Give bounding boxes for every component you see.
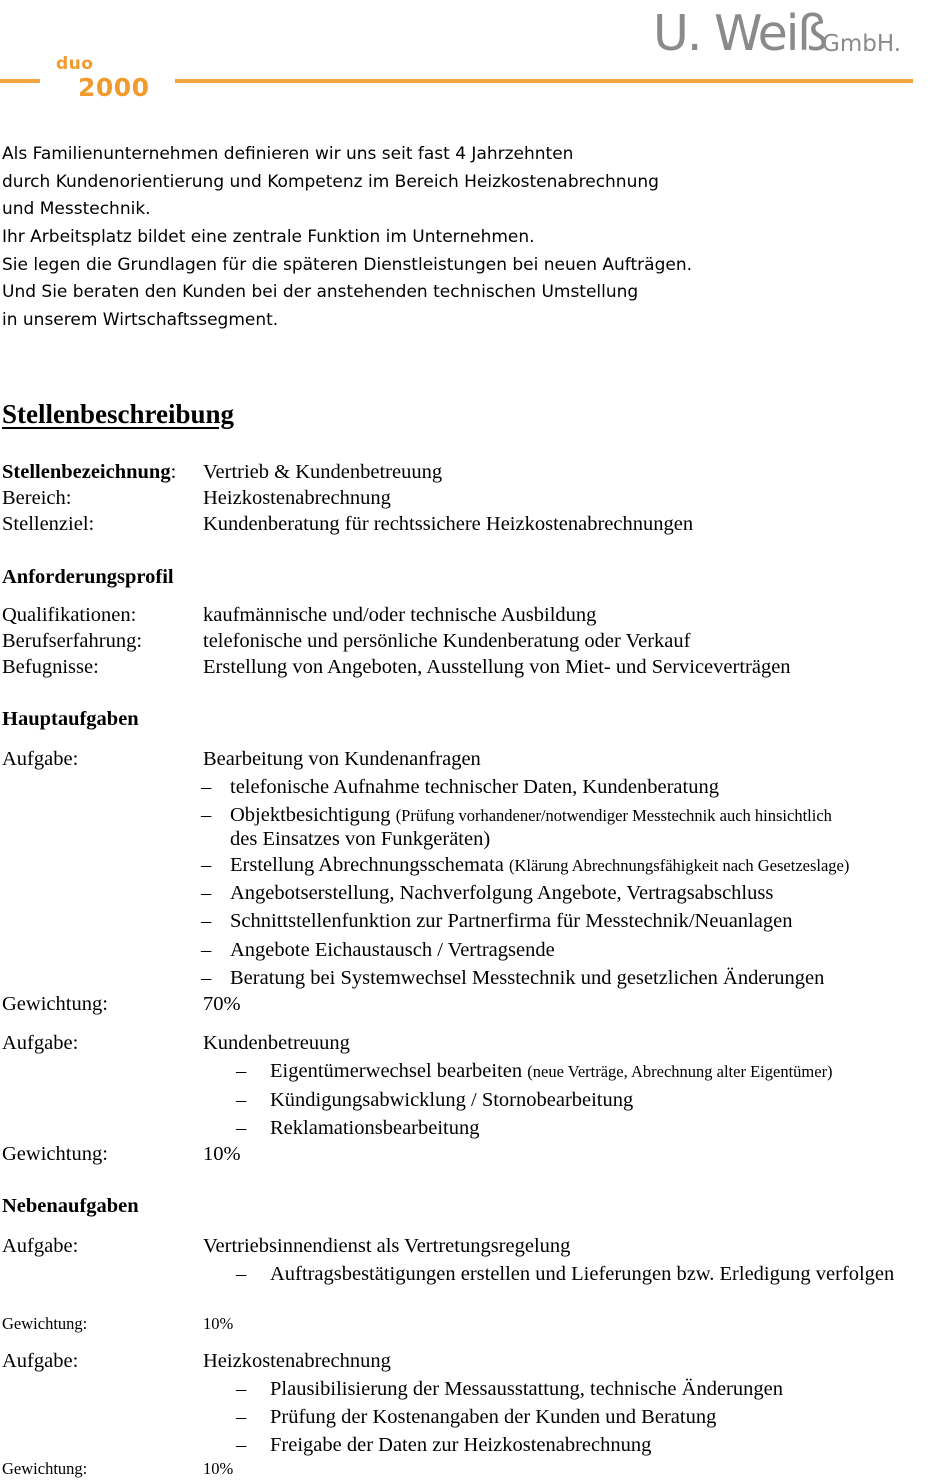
area-value: Heizkostenabrechnung xyxy=(203,487,391,509)
task-label: Aufgabe: xyxy=(2,1235,79,1257)
bullet-dash: – xyxy=(236,1060,247,1082)
duo2000-logo-top: duo xyxy=(56,54,94,74)
intro-line: und Messtechnik. xyxy=(2,199,151,220)
bullet-text: Angebotserstellung, Nachverfolgung Angebote, Vertragsabschluss xyxy=(230,882,774,904)
weight-value: 70% xyxy=(203,993,241,1015)
task-value: Vertriebsinnendienst als Vertretungsregelung xyxy=(203,1235,571,1257)
goal-label: Stellenziel: xyxy=(2,513,95,535)
bullet-dash: – xyxy=(236,1117,247,1139)
goal-value: Kundenberatung für rechtssichere Heizkostenabrechnungen xyxy=(203,513,694,535)
bullet-dash: – xyxy=(201,804,212,826)
task-value: Kundenbetreuung xyxy=(203,1032,350,1054)
profile-heading: Anforderungsprofil xyxy=(2,566,174,588)
bullet-dash: – xyxy=(236,1378,247,1400)
bullet-dash: – xyxy=(236,1434,247,1456)
weiss-logo: U. Weiß xyxy=(653,5,827,62)
bullet-dash: – xyxy=(236,1263,247,1285)
intro-line: Und Sie beraten den Kunden bei der anstehenden technischen Umstellung xyxy=(2,282,639,303)
intro-line: Sie legen die Grundlagen für die späteren Dienstleistungen bei neuen Aufträgen. xyxy=(2,254,692,275)
header-rule-right xyxy=(175,79,913,83)
intro-line: durch Kundenorientierung und Kompetenz im Bereich Heizkostenabrechnung xyxy=(2,171,659,192)
weight-label: Gewichtung: xyxy=(2,1459,88,1478)
profile-value: telefonische und persönliche Kundenberatung oder Verkauf xyxy=(203,630,691,652)
bullet-text: Erstellung Abrechnungsschemata xyxy=(230,854,504,876)
task-value: Heizkostenabrechnung xyxy=(203,1350,391,1372)
weight-value: 10% xyxy=(203,1314,234,1333)
intro-line: in unserem Wirtschaftssegment. xyxy=(2,310,279,331)
duo2000-logo-bottom: 2000 xyxy=(78,73,150,102)
task-label: Aufgabe: xyxy=(2,748,79,770)
bullet-text: Beratung bei Systemwechsel Messtechnik und gesetzlichen Änderungen xyxy=(230,967,825,989)
intro-paragraph xyxy=(2,141,692,335)
task-label: Aufgabe: xyxy=(2,1032,79,1054)
weight-value: 10% xyxy=(203,1143,241,1165)
bullet-dash: – xyxy=(201,776,212,798)
bullet-item xyxy=(230,802,832,829)
weiss-logo-suffix: GmbH. xyxy=(822,31,902,57)
bullet-dash: – xyxy=(201,967,212,989)
bullet-text: Objektbesichtigung xyxy=(230,804,391,826)
profile-value: kaufmännische und/oder technische Ausbildung xyxy=(203,604,597,626)
bullet-text: telefonische Aufnahme technischer Daten, Kundenberatung xyxy=(230,776,719,798)
area-label: Bereich: xyxy=(2,487,72,509)
profile-label: Qualifikationen: xyxy=(2,604,137,626)
bullet-dash: – xyxy=(236,1406,247,1428)
intro-line: Als Familienunternehmen definieren wir uns seit fast 4 Jahrzehnten xyxy=(2,144,574,164)
bullet-item xyxy=(230,852,849,879)
page-title: Stellenbeschreibung xyxy=(2,399,235,429)
bullet-dash: – xyxy=(201,939,212,961)
side-tasks-heading: Nebenaufgaben xyxy=(2,1195,139,1217)
bullet-text: Plausibilisierung der Messausstattung, technische Änderungen xyxy=(270,1378,783,1400)
bullet-dash: – xyxy=(201,882,212,904)
task-value: Bearbeitung von Kundenanfragen xyxy=(203,748,481,770)
profile-label: Berufserfahrung: xyxy=(2,630,143,652)
bullet-dash: – xyxy=(201,854,212,876)
position-title-value: Vertrieb & Kundenbetreuung xyxy=(203,461,443,483)
profile-label: Befugnisse: xyxy=(2,656,99,678)
bullet-text: Freigabe der Daten zur Heizkostenabrechnung xyxy=(270,1434,652,1456)
intro-line: Ihr Arbeitsplatz bildet eine zentrale Funktion im Unternehmen. xyxy=(2,227,535,248)
header-rule-left xyxy=(0,79,40,83)
bullet-item xyxy=(270,1058,833,1085)
bullet-text: Reklamationsbearbeitung xyxy=(270,1117,480,1139)
weight-label: Gewichtung: xyxy=(2,1314,88,1333)
weight-label: Gewichtung: xyxy=(2,993,108,1015)
bullet-text: Auftragsbestätigungen erstellen und Lieferungen bzw. Erledigung verfolgen xyxy=(270,1263,895,1285)
bullet-dash: – xyxy=(236,1089,247,1111)
main-tasks-heading: Hauptaufgaben xyxy=(2,708,139,730)
bullet-text: Schnittstellenfunktion zur Partnerfirma für Messtechnik/Neuanlagen xyxy=(230,910,793,932)
bullet-dash: – xyxy=(201,910,212,932)
bullet-note-continued: des Einsatzes von Funkgeräten) xyxy=(230,828,491,850)
bullet-text: Eigentümerwechsel bearbeiten xyxy=(270,1060,523,1082)
bullet-note: (Klärung Abrechnungsfähigkeit nach Gesetzeslage) xyxy=(508,856,850,875)
bullet-note: (neue Verträge, Abrechnung alter Eigentümer) xyxy=(527,1062,833,1081)
bullet-note: (Prüfung vorhandener/notwendiger Messtechnik auch hinsichtlich xyxy=(395,806,832,825)
task-label: Aufgabe: xyxy=(2,1350,79,1372)
weight-label: Gewichtung: xyxy=(2,1143,108,1165)
position-title-colon: : xyxy=(170,461,177,483)
position-title-label xyxy=(2,459,176,485)
weight-value: 10% xyxy=(203,1459,234,1478)
bullet-text: Kündigungsabwicklung / Stornobearbeitung xyxy=(270,1089,634,1111)
bullet-text: Angebote Eichaustausch / Vertragsende xyxy=(230,939,555,961)
bullet-text: Prüfung der Kostenangaben der Kunden und Beratung xyxy=(270,1406,717,1428)
position-title-label-text: Stellenbezeichnung xyxy=(2,461,171,483)
profile-value: Erstellung von Angeboten, Ausstellung von Miet- und Serviceverträgen xyxy=(203,656,791,678)
